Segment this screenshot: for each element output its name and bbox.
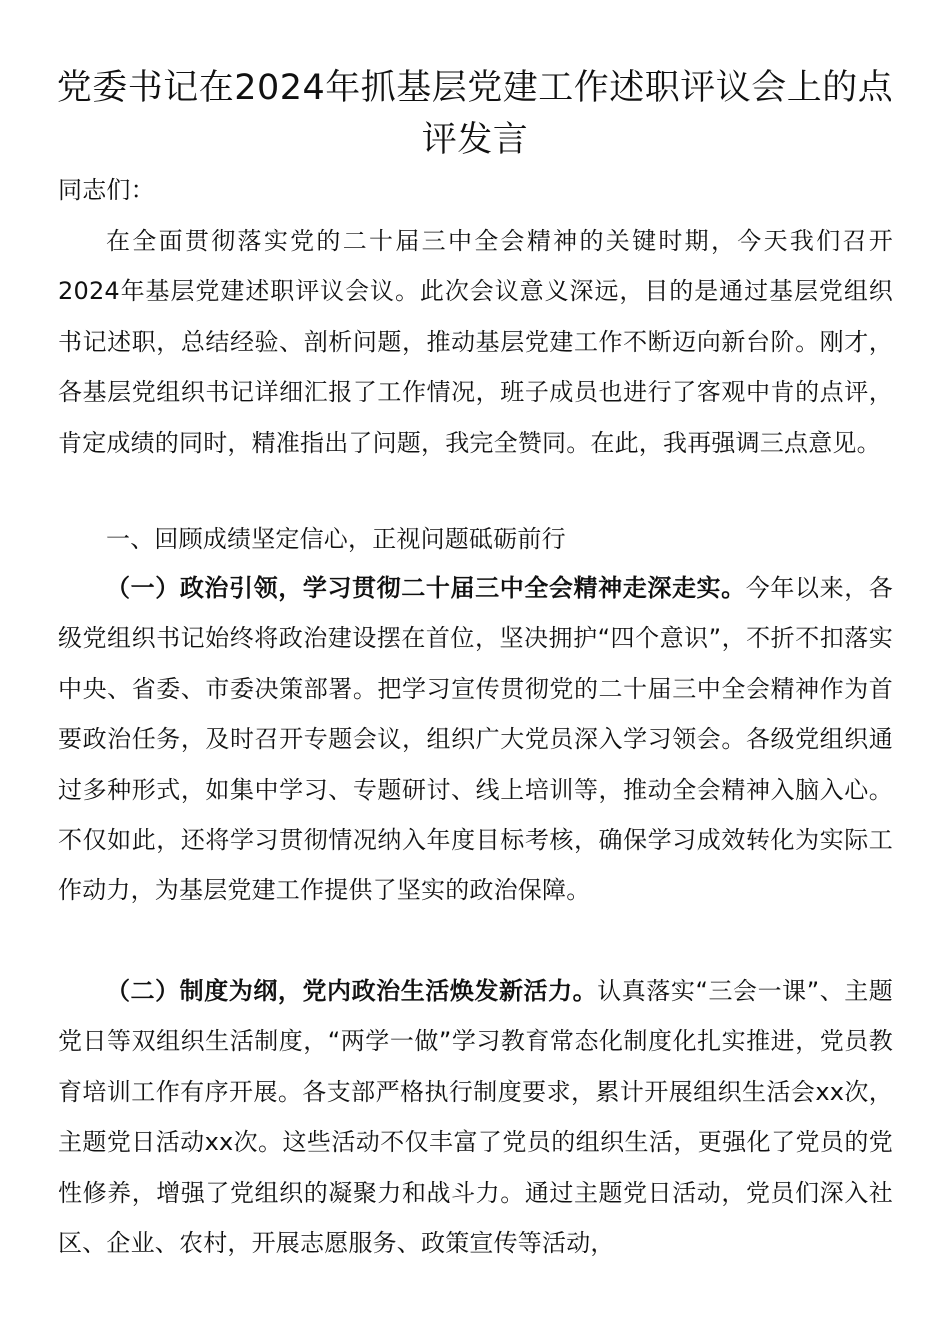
section-1-heading: 一、回顾成绩坚定信心，正视问题砥砺前行 [106, 525, 566, 553]
subsection-1-paragraph [58, 563, 893, 916]
subsection-1-lead: （一）政治引领，学习贯彻二十届三中全会精神走深走实。 [106, 574, 746, 602]
subsection-1-body: 今年以来，各级党组织书记始终将政治建设摆在首位，坚决拥护“四个意识”，不折不扣落实中央、省委、市委决策部署。把学习宣传贯彻党的二十届三中全会精神作为首要政治任务，及时召开专题会议，组织广大党员深入学习领会。各级党组织通过多种形式，如集中学习、专题研讨、线上培训等，推动全会精神入脑入心。不仅如此，还将学习贯彻情况纳入年度目标考核，确保学习成效转化为实际工作动力，为基层党建工作提供了坚实的政治保障。 [58, 574, 893, 905]
subsection-2-paragraph [58, 966, 893, 1268]
document-title: 党委书记在2024年抓基层党建工作述职评议会上的点评发言 [56, 68, 894, 160]
intro-paragraph: 在全面贯彻落实党的二十届三中全会精神的关键时期，今天我们召开2024年基层党建述职评议会议。此次会议意义深远，目的是通过基层党组织书记述职，总结经验、剖析问题，推动基层党建工作不断迈向新台阶。刚才，各基层党组织书记详细汇报了工作情况，班子成员也进行了客观中肯的点评，肯定成绩的同时，精准指出了问题，我完全赞同。在此，我再强调三点意见。 [58, 227, 893, 457]
subsection-2-body: 认真落实“三会一课”、主题党日等双组织生活制度，“两学一做”学习教育常态化制度化扎实推进，党员教育培训工作有序开展。各支部严格执行制度要求，累计开展组织生活会xx次，主题党日活动xx次。这些活动不仅丰富了党员的组织生活，更强化了党员的党性修养，增强了党组织的凝聚力和战斗力。通过主题党日活动，党员们深入社区、企业、农村，开展志愿服务、政策宣传等活动， [58, 977, 894, 1258]
subsection-2-lead: （二）制度为纲，党内政治生活焕发新活力。 [106, 977, 598, 1005]
greeting: 同志们： [58, 176, 155, 204]
